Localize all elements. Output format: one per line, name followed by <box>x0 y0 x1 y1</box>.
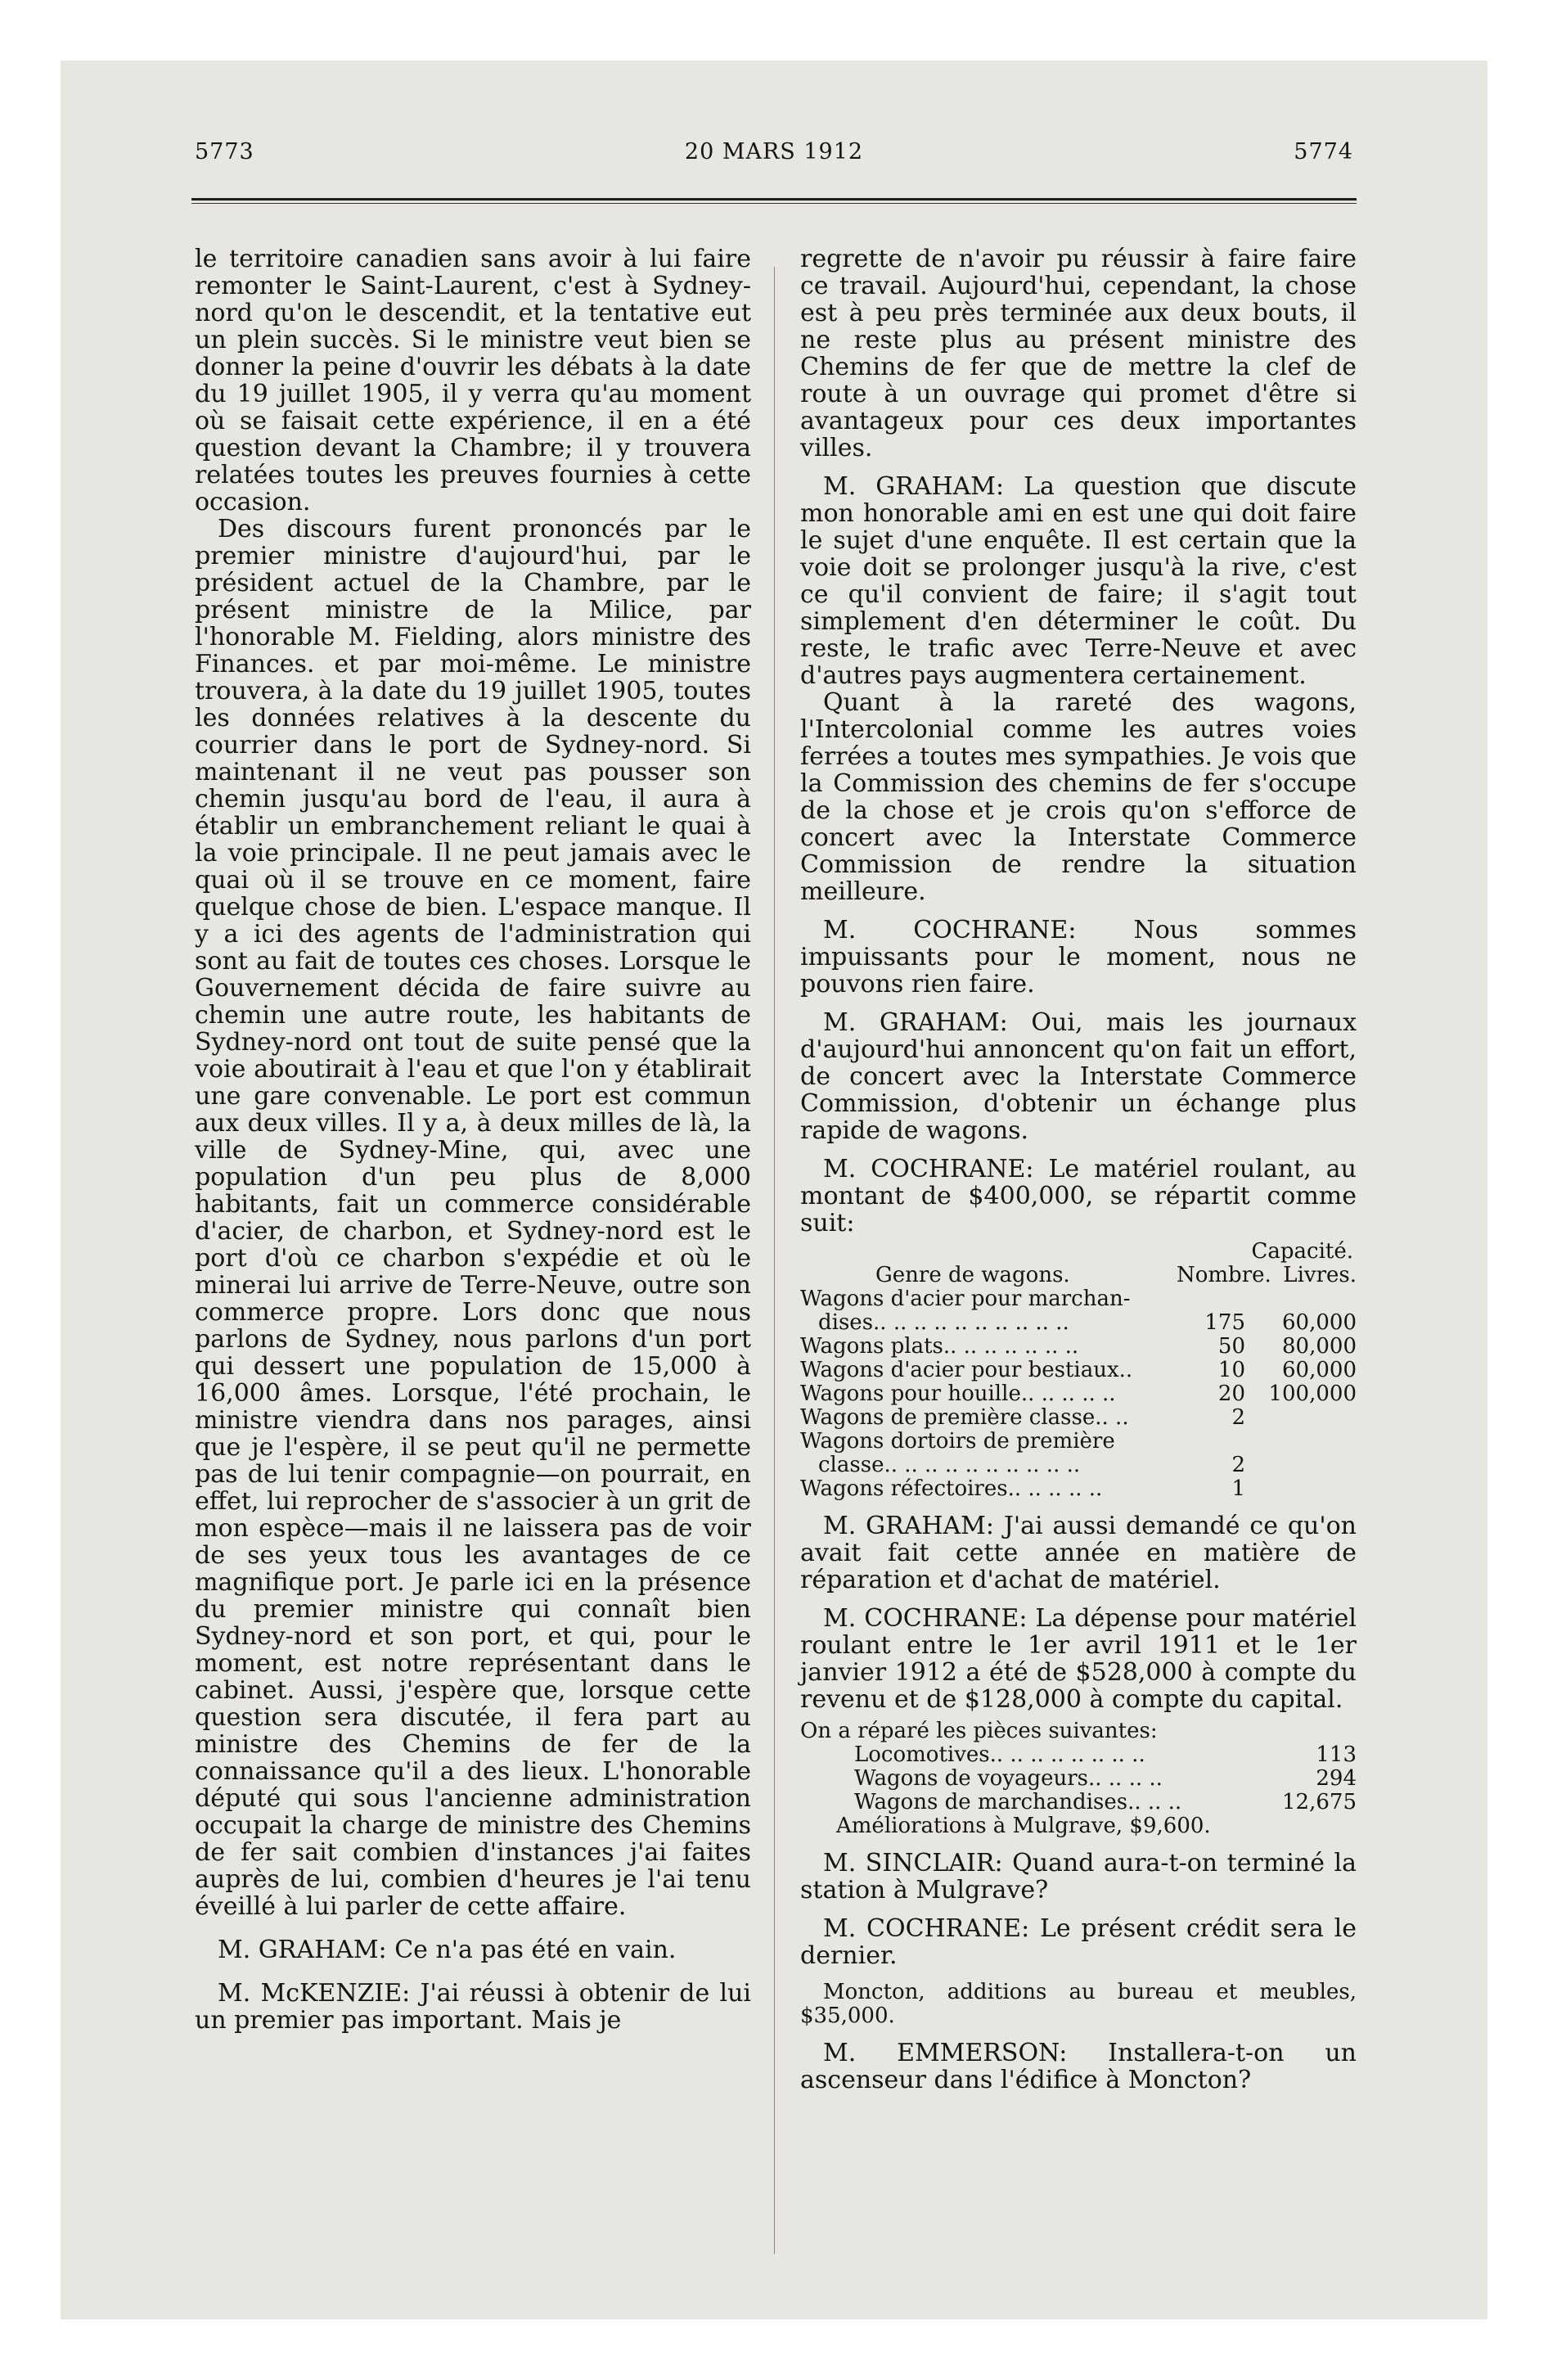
paragraph-speaker: M. McKENZIE: J'ai réussi à obtenir de lui un premier pas important. Mais je <box>195 1979 751 2035</box>
table-header-row <box>800 1264 1357 1287</box>
paragraph-speaker: M. EMMERSON: Installera-t-on un ascenseur dans l'édifice à Moncton? <box>800 2039 1357 2094</box>
list-item <box>800 1791 1357 1814</box>
page-scan <box>61 61 1487 2319</box>
left-column <box>195 246 751 2034</box>
repairs-title: On a réparé les pièces suivantes: <box>800 1719 1158 1743</box>
table-cell-livres <box>1245 1477 1357 1501</box>
paragraph-speaker: M. COCHRANE: Le matériel roulant, au montant de $400,000, se répartit comme suit: <box>800 1155 1357 1237</box>
table-cell-nombre: 2 <box>1231 1405 1245 1430</box>
list-item <box>800 1743 1357 1767</box>
table-cell-genre: Wagons plats.. .. .. .. .. .. .. <box>800 1335 1079 1359</box>
table-row <box>800 1335 1357 1359</box>
table-row <box>800 1454 1357 1477</box>
paragraph: le territoire canadien sans avoir à lui faire remonter le Saint-Laurent, c'est à Sydney-nord qu'on le descendit, et la tentative eut un plein succès. Si le ministre veut bien se donner la peine d'ouvrir les débats à la date du 19 juillet 1905, il y verra qu'au moment où se faisait cette expérience, il en a été question devant la Chambre; il y trouvera relatées toutes les preuves fournies à cette occasion. <box>195 245 751 516</box>
table-cell-livres: 100,000 <box>1268 1382 1357 1406</box>
repair-label: Wagons de voyageurs.. .. .. .. <box>854 1767 1163 1791</box>
repairs-footnote: Améliorations à Mulgrave, $9,600. <box>836 1814 1211 1838</box>
table-header-livres: Livres. <box>1283 1263 1357 1287</box>
table-cell-livres <box>1245 1454 1357 1477</box>
column-divider <box>774 267 775 2254</box>
repair-value: 294 <box>1316 1766 1357 1791</box>
paragraph-speaker: M. COCHRANE: La dépense pour matériel roulant entre le 1er avril 1911 et le 1er janvier 1912 a été de $528,000 à compte du revenu et de $128,000 à compte du capital. <box>800 1604 1357 1714</box>
table-cell-genre: Wagons réfectoires.. .. .. .. .. <box>800 1477 1103 1501</box>
table-cell-nombre <box>1196 1287 1245 1311</box>
header-rule <box>191 198 1357 201</box>
table-row <box>800 1359 1357 1382</box>
paragraph-speaker: M. COCHRANE: Nous sommes impuissants pour le moment, nous ne pouvons rien faire. <box>800 916 1357 998</box>
table-header-capacity: Capacité. <box>1251 1239 1353 1264</box>
table-cell-genre: dises.. .. .. .. .. .. .. .. .. .. <box>818 1311 1069 1335</box>
table-cell-genre: Wagons de première classe.. .. <box>800 1406 1129 1430</box>
paragraph-speaker: M. GRAHAM: La question que discute mon honorable ami en est une qui doit faire le sujet d'une enquête. Il est certain que la voie doit se prolonger jusqu'à la rive, c'est ce qu'il convient de faire; il s'agit tout simplement d'en déterminer le coût. Du reste, le trafic avec Terre-Neuve et avec d'autres pays augmentera certainement. <box>800 472 1357 690</box>
paragraph: Des discours furent prononcés par le premier ministre d'aujourd'hui, par le président actuel de la Chambre, par le présent ministre de la Milice, par l'honorable M. Fielding, alors ministre des Finances. et par moi-même. Le ministre trouvera, à la date du 19 juillet 1905, toutes les données relatives à la descente du courrier dans le port de Sydney-nord. Si maintenant il ne veut pas pousser son chemin jusqu'au bord de l'eau, il aura à établir un embranchement reliant le quai à la voie principale. Il ne peut jamais avec le quai où il se trouve en ce moment, faire quelque chose de bien. L'espace manque. Il y a ici des agents de l'administration qui sont au fait de toutes ces choses. Lorsque le Gouvernement décida de faire suivre au chemin une autre route, les habitants de Sydney-nord ont tout de suite pensé que la voie aboutirait à l'eau et que l'on y établirait une gare convenable. Le port est commun aux deux villes. Il y a, à deux milles de là, la ville de Sydney-Mine, qui, avec une population d'un peu plus de 8,000 habitants, fait un commerce considérable d'acier, de charbon, et Sydney-nord est le port d'où ce charbon s'expédie et où le minerai lui arrive de Terre-Neuve, outre son commerce propre. Lors donc que nous parlons de Sydney, nous parlons d'un port qui dessert une population de 15,000 à 16,000 âmes. Lorsque, l'été prochain, le ministre viendra dans nos parages, ainsi que je l'espère, il se peut qu'il ne permette pas de lui tenir compagnie—on pourrait, en effet, lui reprocher de s'associer à un grit de mon espèce—mais il ne laissera pas de voir de ses yeux tous les avantages de ce magnifique port. Je parle ici en la présence du premier ministre qui connaît bien Sydney-nord et son port, et qui, pour le moment, est notre représentant dans le cabinet. Aussi, j'espère que, lorsque cette question sera discutée, il fera part au ministre des Chemins de fer de la connaissance qu'il a des lieux. L'honorable député qui sous l'ancienne administration occupait la charge de ministre des Chemins de fer sait combien d'instances j'ai faites auprès de lui, combien d'heures je l'ai tenu éveillé à lui parler de cette affaire. <box>195 515 751 1921</box>
table-cell-genre: classe.. .. .. .. .. .. .. .. .. .. <box>818 1454 1081 1477</box>
rolling-stock-table <box>800 1240 1357 1501</box>
table-cell-nombre: 10 <box>1217 1358 1245 1382</box>
table-cell-nombre <box>1196 1430 1245 1454</box>
paragraph-speaker: M. GRAHAM: Oui, mais les journaux d'aujourd'hui annoncent qu'on fait un effort, de concert avec la Interstate Commerce Commission, d'obtenir un échange plus rapide de wagons. <box>800 1008 1357 1145</box>
repair-label: Locomotives.. .. .. .. .. .. .. .. <box>854 1743 1145 1767</box>
repair-value: 113 <box>1316 1742 1357 1767</box>
left-page-number: 5773 <box>195 139 254 165</box>
paragraph-speaker: M. COCHRANE: Le présent crédit sera le dernier. <box>800 1914 1357 1970</box>
paragraph-speaker: M. GRAHAM: Ce n'a pas été en vain. <box>218 1936 677 1964</box>
table-row <box>800 1406 1357 1430</box>
right-page-number: 5774 <box>1294 139 1353 165</box>
table-cell-livres: 60,000 <box>1282 1358 1357 1382</box>
paragraph: Quant à la rareté des wagons, l'Intercolonial comme les autres voies ferrées a toutes mes sympathies. Je vois que la Commission des chemins de fer s'occupe de la chose et je crois qu'on s'efforce de concert avec la Interstate Commerce Commission de rendre la situation meilleure. <box>800 688 1357 906</box>
table-cell-nombre: 50 <box>1217 1334 1245 1359</box>
repair-value: 12,675 <box>1282 1790 1357 1814</box>
list-item <box>800 1767 1357 1791</box>
header-rule-thin <box>191 203 1357 204</box>
paragraph-item: Moncton, additions au bureau et meubles, $35,000. <box>800 1980 1357 2028</box>
table-cell-genre: Wagons pour houille.. .. .. .. .. <box>800 1382 1116 1406</box>
table-row <box>800 1382 1357 1406</box>
table-row <box>800 1430 1357 1454</box>
paragraph: regrette de n'avoir pu réussir à faire faire ce travail. Aujourd'hui, cependant, la chose est à peu près terminée aux deux bouts, il ne reste plus au présent ministre des Chemins de fer que de mettre la clef de route à un ouvrage qui promet d'être si avantageux pour ces deux importantes villes. <box>800 245 1357 462</box>
paragraph-speaker: M. SINCLAIR: Quand aura-t-on terminé la station à Mulgrave? <box>800 1849 1357 1904</box>
paragraph-speaker: M. GRAHAM: J'ai aussi demandé ce qu'on avait fait cette année en matière de réparation et d'achat de matériel. <box>800 1512 1357 1594</box>
table-cell-livres <box>1245 1287 1357 1311</box>
table-row <box>800 1477 1357 1501</box>
table-cell-nombre: 20 <box>1217 1382 1245 1406</box>
table-cell-livres <box>1245 1430 1357 1454</box>
table-cell-nombre: 2 <box>1231 1453 1245 1477</box>
table-cell-genre: Wagons d'acier pour marchan- <box>800 1287 1131 1311</box>
table-header-nombre: Nombre. <box>1177 1263 1271 1287</box>
table-header-genre: Genre de wagons. <box>875 1263 1070 1287</box>
table-cell-nombre: 1 <box>1231 1476 1245 1501</box>
table-cell-livres: 60,000 <box>1282 1310 1357 1335</box>
table-row <box>800 1311 1357 1335</box>
table-cell-livres: 80,000 <box>1282 1334 1357 1359</box>
table-cell-genre: Wagons dortoirs de première <box>800 1430 1115 1454</box>
table-cell-genre: Wagons d'acier pour bestiaux.. <box>800 1359 1133 1382</box>
table-cell-nombre: 175 <box>1204 1310 1245 1335</box>
repair-label: Wagons de marchandises.. .. .. <box>854 1791 1182 1814</box>
table-row <box>800 1287 1357 1311</box>
right-column <box>800 246 1357 2094</box>
page-date: 20 MARS 1912 <box>684 139 864 165</box>
repairs-list <box>800 1720 1357 1838</box>
table-cell-livres <box>1245 1406 1357 1430</box>
